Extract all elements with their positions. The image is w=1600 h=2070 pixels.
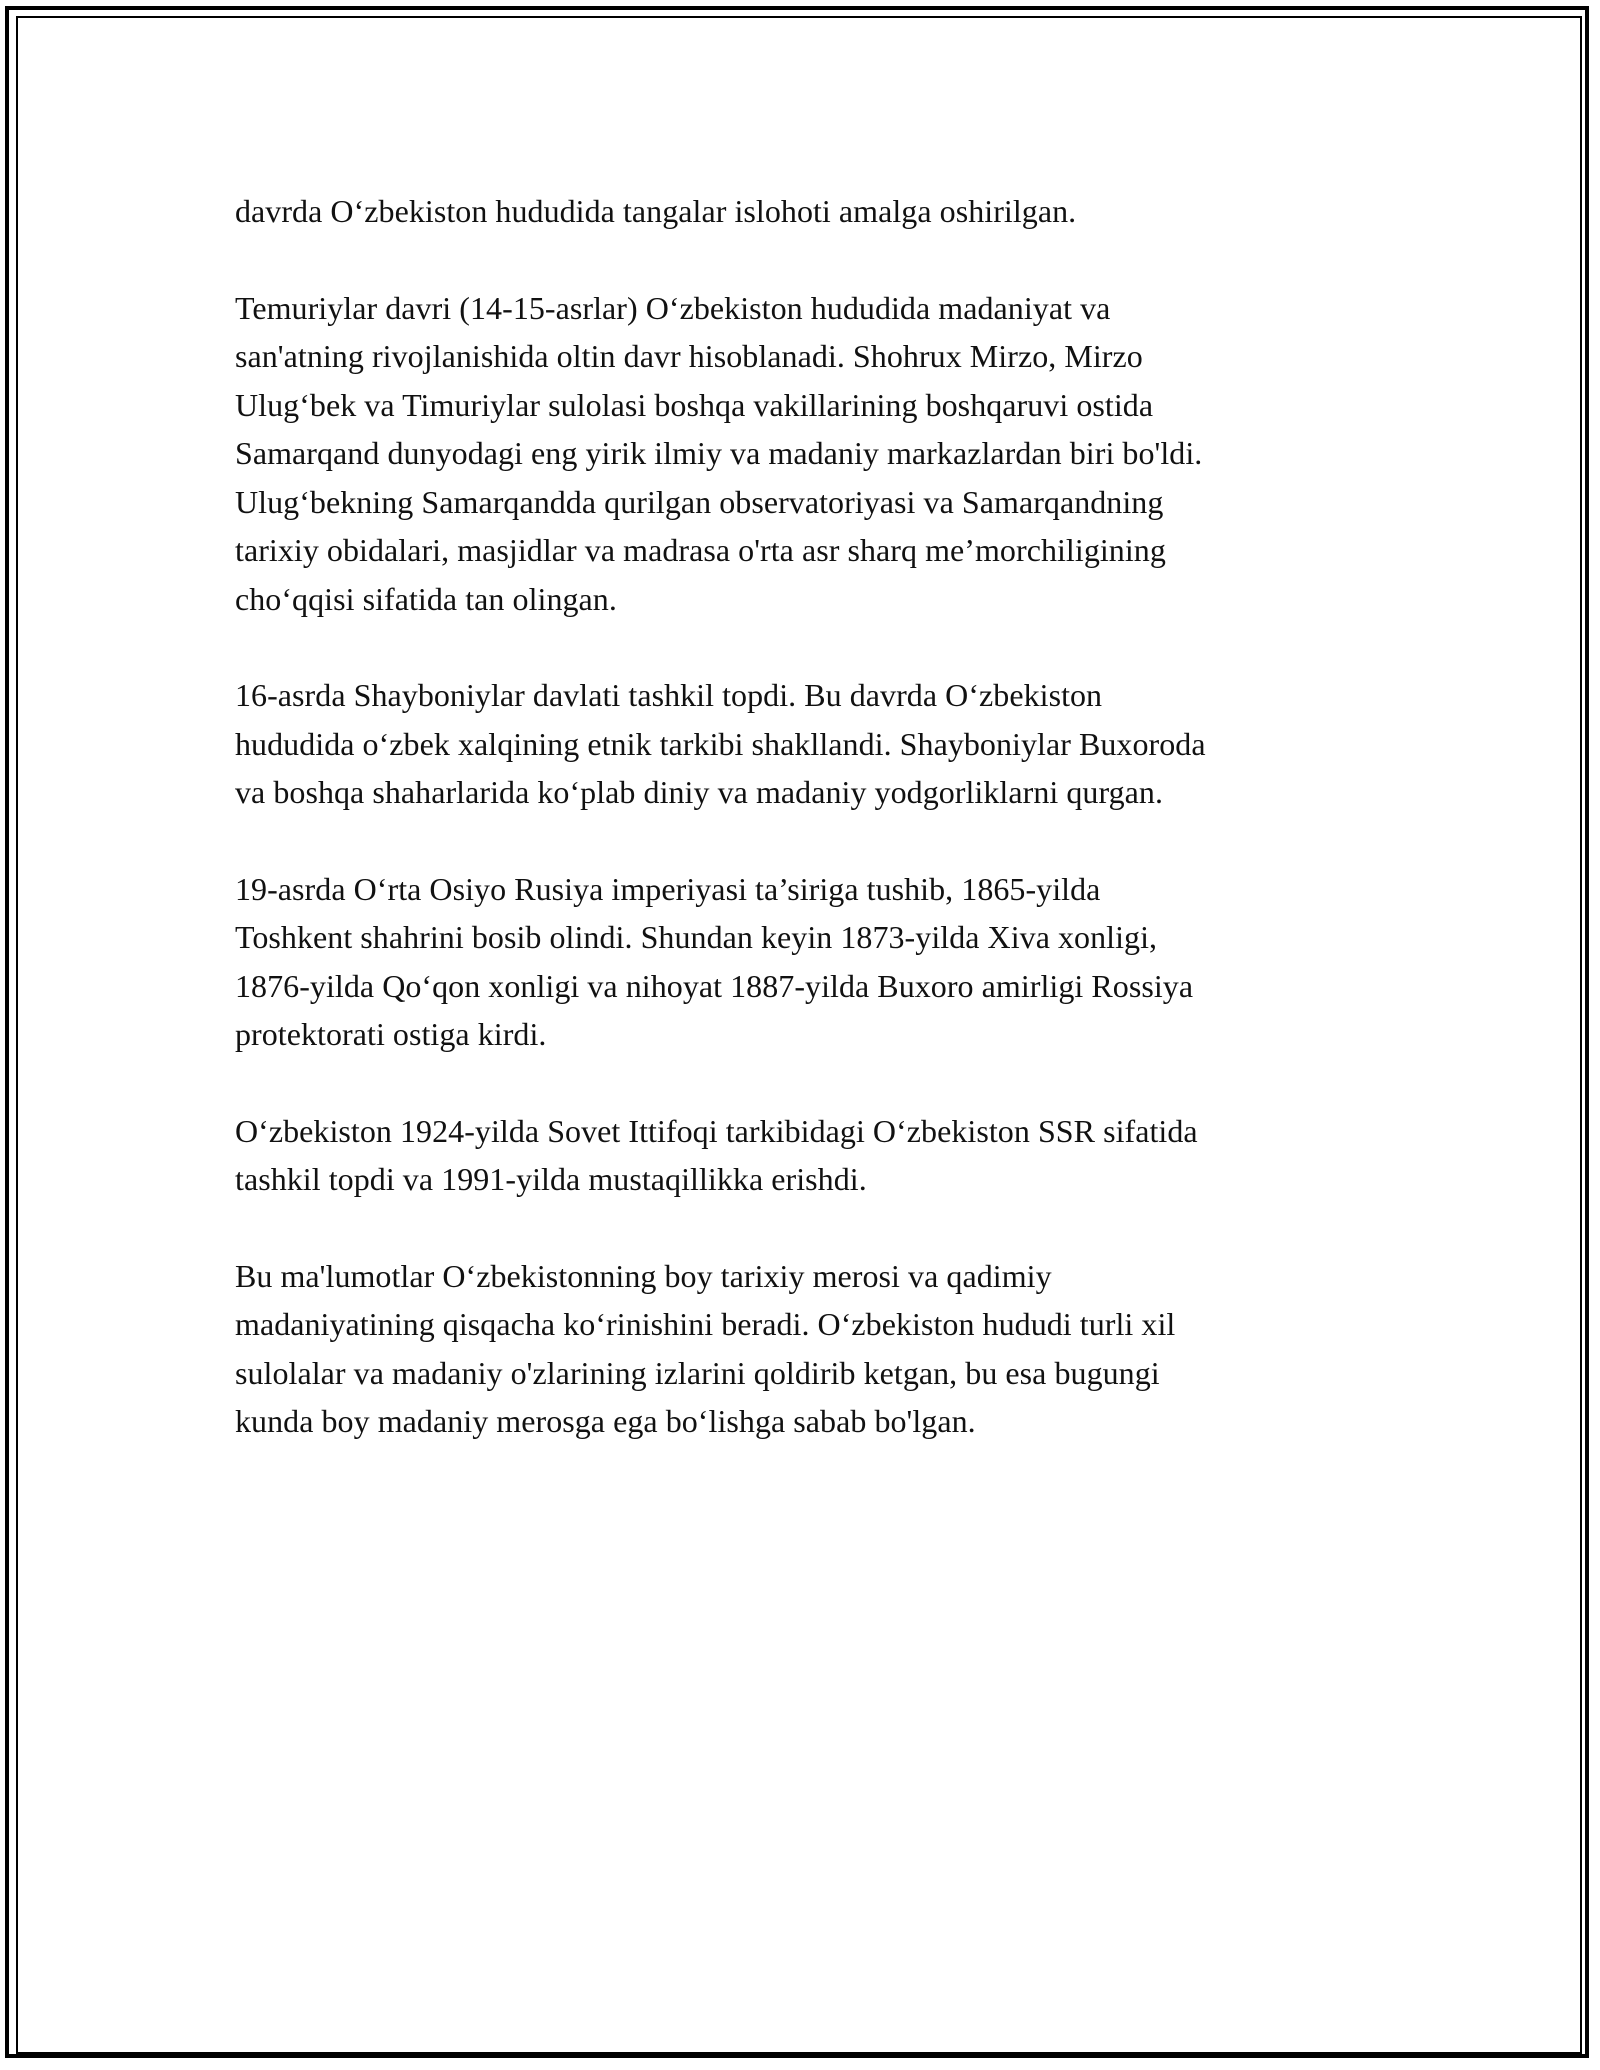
text-line: sulolalar va madaniy o'zlarining izlarini qoldirib ketgan, bu esa bugungi xyxy=(235,1354,1160,1391)
text-line: protektorati ostiga kirdi. xyxy=(235,1016,547,1052)
text-line: va boshqa shaharlarida ko‘plab diniy va madaniy yodgorliklarni qurgan. xyxy=(235,774,1163,810)
paragraph-conclusion xyxy=(235,1252,1370,1446)
text-line: 1876-yilda Qo‘qon xonligi va nihoyat 1887-yilda Buxoro amirligi Rossiya xyxy=(235,967,1194,1004)
text-line: Ulug‘bekning Samarqandda qurilgan observatoriyasi va Samarqandning xyxy=(235,483,1164,520)
text-line: madaniyatining qisqacha ko‘rinishini beradi. O‘zbekiston hududi turli xil xyxy=(235,1306,1176,1342)
text-line: cho‘qqisi sifatida tan olingan. xyxy=(235,580,617,617)
text-line: O‘zbekiston 1924-yilda Sovet Ittifoqi tarkibidagi O‘zbekiston SSR sifatida xyxy=(235,1112,1198,1149)
text-line: tarixiy obidalari, masjidlar va madrasa o'rta asr sharq me’morchiligining xyxy=(235,532,1166,568)
document-body xyxy=(235,187,1370,1494)
text-line: 16-asrda Shayboniylar davlati tashkil topdi. Bu davrda O‘zbekiston xyxy=(235,677,1103,713)
paragraph-shaybanid-state xyxy=(235,671,1370,817)
text-line: Bu ma'lumotlar O‘zbekistonning boy tarixiy merosi va qadimiy xyxy=(235,1257,1052,1294)
text-line: Ulug‘bek va Timuriylar sulolasi boshqa vakillarining boshqaruvi ostida xyxy=(235,386,1154,423)
text-line: Toshkent shahrini bosib olindi. Shundan keyin 1873-yilda Xiva xonligi, xyxy=(235,919,1158,955)
text-line: davrda O‘zbekiston hududida tangalar islohoti amalga oshirilgan. xyxy=(235,193,1077,229)
text-line: tashkil topdi va 1991-yilda mustaqillikka erishdi. xyxy=(235,1161,867,1197)
text-line: hududida o‘zbek xalqining etnik tarkibi shakllandi. Shayboniylar Buxoroda xyxy=(235,725,1206,762)
paragraph-coin-reform xyxy=(235,187,1370,236)
paragraph-soviet-independence xyxy=(235,1107,1370,1204)
text-line: Temuriylar davri (14-15-asrlar) O‘zbekiston hududida madaniyat va xyxy=(235,289,1111,326)
text-line: san'atning rivojlanishida oltin davr hisoblanadi. Shohrux Mirzo, Mirzo xyxy=(235,338,1143,374)
paragraph-timurid-era xyxy=(235,284,1370,624)
text-line: 19-asrda O‘rta Osiyo Rusiya imperiyasi ta’siriga tushib, 1865-yilda xyxy=(235,870,1101,907)
text-line: Samarqand dunyodagi eng yirik ilmiy va madaniy markazlardan biri bo'ldi. xyxy=(235,435,1203,471)
text-line: kunda boy madaniy merosga ega bo‘lishga sabab bo'lgan. xyxy=(235,1403,976,1439)
paragraph-russian-empire xyxy=(235,865,1370,1059)
